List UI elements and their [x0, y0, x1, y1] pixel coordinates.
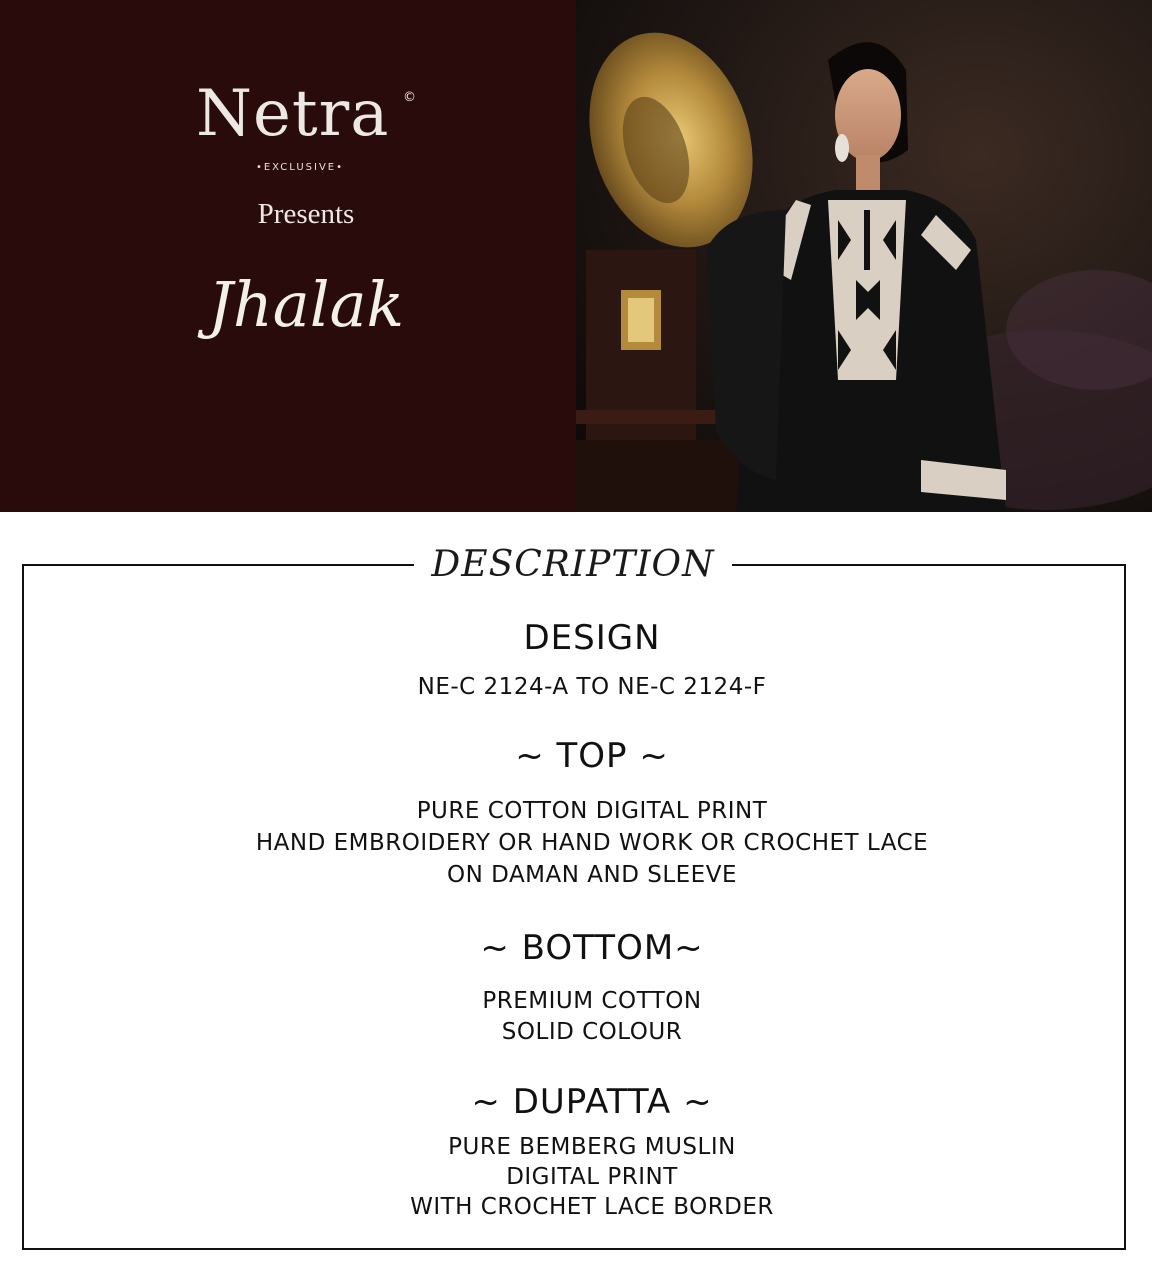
- bottom-line: PREMIUM COTTON: [482, 988, 702, 1014]
- dupatta-line: DIGITAL PRINT: [506, 1164, 678, 1190]
- top-title: ~ TOP ~: [515, 736, 669, 776]
- brand-panel: [0, 0, 576, 512]
- collection-title: Jhalak: [208, 268, 405, 341]
- hero-banner: [0, 0, 1152, 512]
- dupatta-title: ~ DUPATTA ~: [471, 1082, 713, 1122]
- copyright-mark: ©: [403, 90, 416, 105]
- design-line: NE-C 2124-A TO NE-C 2124-F: [417, 674, 767, 700]
- model-photo-icon: [576, 0, 1152, 512]
- dupatta-line: PURE BEMBERG MUSLIN: [448, 1134, 736, 1160]
- presents-text: Presents: [257, 198, 355, 230]
- brand-tagline: •EXCLUSIVE•: [255, 162, 345, 173]
- top-line: PURE COTTON DIGITAL PRINT: [416, 798, 768, 824]
- model-photo: [576, 0, 1152, 512]
- bottom-line: SOLID COLOUR: [501, 1019, 683, 1045]
- top-line: ON DAMAN AND SLEEVE: [447, 862, 737, 888]
- bottom-title: ~ BOTTOM~: [480, 928, 704, 968]
- dupatta-line: WITH CROCHET LACE BORDER: [410, 1194, 774, 1220]
- description-heading: DESCRIPTION: [414, 540, 732, 590]
- brand-logo: Netra: [196, 77, 390, 151]
- top-line: HAND EMBROIDERY OR HAND WORK OR CROCHET LACE: [255, 830, 929, 856]
- design-title: DESIGN: [523, 618, 661, 658]
